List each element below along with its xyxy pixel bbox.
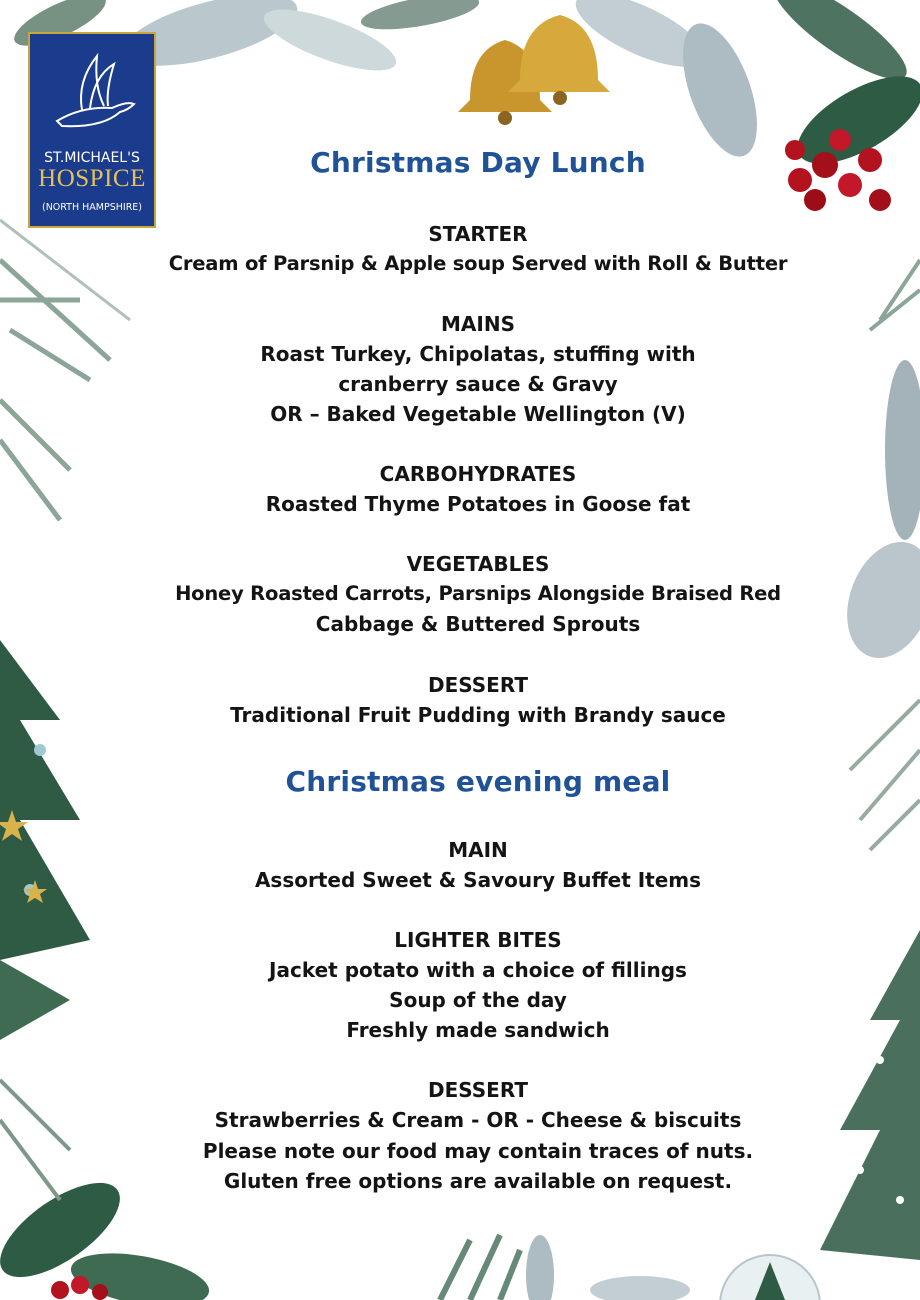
gluten-note: Gluten free options are available on request. <box>223 1169 733 1193</box>
hospice-logo <box>28 32 156 228</box>
lighter-bites-line: Freshly made sandwich <box>346 1018 610 1042</box>
mains-line: cranberry sauce & Gravy <box>338 372 618 396</box>
starter-line: Cream of Parsnip & Apple soup Served with Roll & Butter <box>168 252 788 275</box>
holly-berries <box>784 59 920 211</box>
bells-icon <box>458 15 610 125</box>
lighter-bites-line: Soup of the day <box>389 988 567 1012</box>
dove-icon <box>42 46 142 136</box>
logo-line-1: ST.MICHAEL'S <box>44 150 140 166</box>
dessert-line: Traditional Fruit Pudding with Brandy sauce <box>230 703 726 727</box>
mains-line: Roast Turkey, Chipolatas, stuffing with <box>260 342 696 366</box>
carbohydrates-line: Roasted Thyme Potatoes in Goose fat <box>265 492 691 516</box>
evening-dessert-heading: DESSERT <box>428 1078 528 1102</box>
mains-heading: MAINS <box>441 312 515 336</box>
vegetables-heading: VEGETABLES <box>406 552 550 576</box>
carbohydrates-heading: CARBOHYDRATES <box>379 462 577 486</box>
allergy-note: Please note our food may contain traces of nuts. <box>202 1139 754 1163</box>
mains-line: OR – Baked Vegetable Wellington (V) <box>270 402 686 426</box>
evening-main-line: Assorted Sweet & Savoury Buffet Items <box>254 868 702 892</box>
evening-dessert-line: Strawberries & Cream - OR - Cheese & biscuits <box>214 1108 742 1132</box>
starter-heading: STARTER <box>428 222 528 246</box>
lunch-title: Christmas Day Lunch <box>310 146 646 179</box>
pine-branches-bottom <box>440 1235 690 1300</box>
vegetables-line: Honey Roasted Carrots, Parsnips Alongside Braised Red <box>175 582 781 605</box>
logo-line-3: (NORTH HAMPSHIRE) <box>41 202 143 213</box>
evening-title: Christmas evening meal <box>285 765 671 798</box>
vegetables-line: Cabbage & Buttered Sprouts <box>315 612 641 636</box>
lighter-bites-heading: LIGHTER BITES <box>394 928 562 952</box>
lighter-bites-line: Jacket potato with a choice of fillings <box>269 958 687 982</box>
evening-main-heading: MAIN <box>448 838 508 862</box>
dessert-heading: DESSERT <box>428 673 528 697</box>
logo-line-2: HOSPICE <box>38 165 146 192</box>
snow-globe <box>720 1255 820 1300</box>
